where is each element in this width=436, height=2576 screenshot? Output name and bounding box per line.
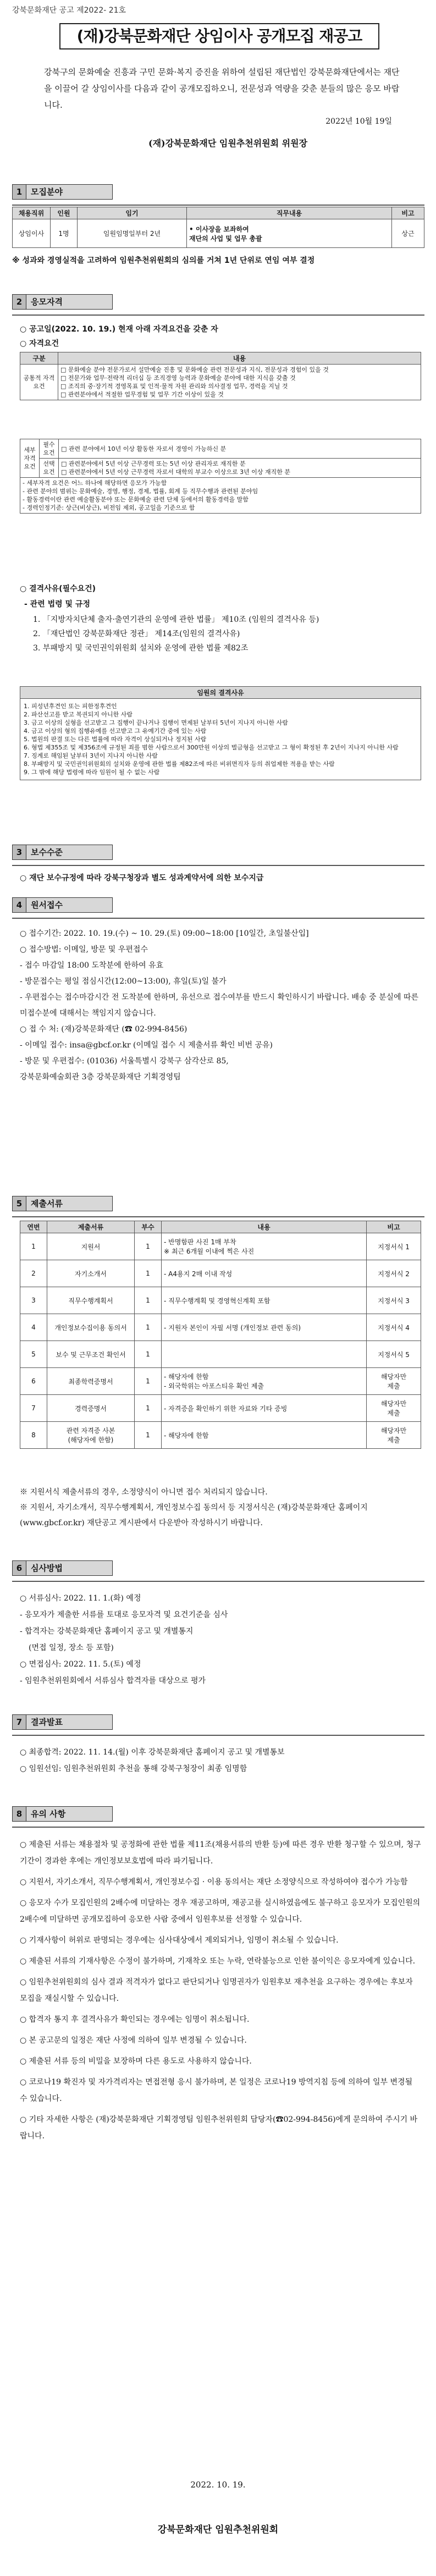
table-cell: 1: [135, 1368, 162, 1395]
list-item: 7. 징계로 해임된 날부터 3년이 지나지 아니한 사람: [24, 752, 158, 759]
list-item: ○ 제출된 서류는 채용절차 및 공정화에 관한 법률 제11조(채용서류의 반환 등)에 따른 경우 반환 청구할 수 있으며, 청구기간이 경과한 후에는 개인정보보호법에 따라 파기됩니다.: [20, 1840, 421, 1866]
table-cell: 지정서식 1: [367, 1233, 421, 1260]
table-cell: 지정서식 4: [367, 1314, 421, 1341]
list-item: 4. 금고 이상의 형의 집행유예를 선고받고 그 유예기간 중에 있는 사람: [24, 727, 207, 735]
table-cell: 7: [20, 1395, 47, 1422]
table-cell: 최종학력증명서: [47, 1368, 135, 1395]
table-cell: • 이사장을 보좌하여 재단의 사업 및 업무 총괄: [187, 219, 392, 248]
list-item: 8. 부패방지 및 국민권익위원회의 설치와 운영에 관한 법률 제82조에 따른 비위면직자 등의 취업제한 적용을 받는 사람: [24, 760, 335, 768]
disqualification-sub: - 관련 법령 및 규정: [24, 600, 90, 609]
list-item: 5. 법원의 판결 또는 다른 법률에 따라 자격이 상실되거나 정지된 사람: [24, 736, 207, 743]
list-item: □ 관련분야에서 적절한 업무경험 및 업무 기간 이상이 있을 것: [60, 391, 224, 398]
table-cell: 지정서식 5: [367, 1341, 421, 1368]
list-item: - 접수 마감일 18:00 도착분에 한하여 유효: [20, 961, 164, 970]
list-item: 9. 그 밖에 해당 법령에 따라 임원이 될 수 없는 사람: [24, 769, 160, 776]
list-item: ○ 본 공고문의 일정은 재단 사정에 의하여 일부 변경될 수 있습니다.: [20, 2036, 247, 2045]
list-item: ※ 지원서식 제출서류의 경우, 소정양식이 아니면 접수 처리되지 않습니다.: [20, 1488, 268, 1497]
disqualification-title: ○ 결격사유(필수요건): [20, 584, 96, 593]
table-header: 직무내용: [187, 207, 392, 219]
section-heading-cautions: 8 유의 사항: [12, 1806, 113, 1822]
list-item: 2. 「재단법인 강북문화재단 정관」 제14조(임원의 결격사유): [33, 630, 240, 638]
table-cell: 해당자만 제출: [367, 1422, 421, 1449]
table-cell: 8: [20, 1422, 47, 1449]
documents-notes: [20, 1485, 421, 1531]
table-header: 연번: [20, 1221, 47, 1233]
list-item: - 이메일 접수: insa@gbcf.or.kr (이메일 접수 시 제출서류 확인 비번 공유): [20, 1041, 273, 1050]
table-header: 비고: [392, 207, 424, 219]
table-cell: 3: [20, 1287, 47, 1314]
table-cell: 임원임명일부터 2년: [78, 219, 187, 248]
table-header: 임원의 결격사유: [20, 687, 421, 699]
table-cell: 6: [20, 1368, 47, 1395]
list-item: ○ 코로나19 확진자 및 자가격리자는 면접전형 응시 불가하며, 본 일정은 코로나19 방역지침 등에 의하여 일부 변경될 수 있습니다.: [20, 2078, 413, 2103]
list-item: - 임원추천위원회에서 서류심사 합격자를 대상으로 평가: [20, 1676, 206, 1685]
table-cell: 경력증명서: [47, 1395, 135, 1422]
table-cell: - 해당자에 한함: [162, 1422, 367, 1449]
table-cell: - A4용지 2매 이내 작성: [162, 1260, 367, 1287]
table-cell: 1: [135, 1314, 162, 1341]
results-list: [20, 1744, 421, 1777]
table-cell: 5: [20, 1341, 47, 1368]
pay-text: ○ 재단 보수규정에 따라 강북구청장과 별도 성과계약서에 의한 보수지급: [20, 874, 264, 882]
table-cell: 2: [20, 1260, 47, 1287]
list-item: □ 조직의 중·장기적 경영목표 및 인적·물적 자원 관리와 의사결정 업무, 경력을 지닐 것: [60, 383, 288, 390]
table-cell: 1: [20, 1233, 47, 1260]
issuing-organization: (재)강북문화재단 임원추천위원회 위원장: [148, 138, 308, 148]
table-cell: 지정서식 3: [367, 1287, 421, 1314]
table-row: [20, 1233, 421, 1260]
list-item: - 방문접수는 평일 점심시간(12:00~13:00), 휴일(토)일 불가: [20, 977, 227, 986]
list-item: □ 전문가와 업무·전략적 리더십 등 조직경영 능력과 문화예술 분야에 대한 지식을 갖출 것: [60, 374, 296, 382]
table-cell: 상임이사: [13, 219, 51, 248]
list-item: □ 문화예술 분야 전문가로서 설만예술 진흥 및 문화예술 관련 전문성과 지식, 전문성과 경험이 있을 것: [60, 366, 329, 373]
intro-paragraph: 강북구의 문화예술 진흥과 구민 문화·복지 증진을 위하여 설립된 재단법인 강북문화재단에서는 재단을 이끌어 갈 상임이사를 다음과 같이 공개모집하오니, 전문성과 역량을 갖춘 분들의 많은 응모 바랍니다.: [44, 67, 400, 110]
recruit-note: ※ 성과와 경영실적을 고려하여 임원추천위원회의 심의를 거쳐 1년 단위로 연임 여부 결정: [12, 256, 315, 265]
table-cell: - 해당자에 한함 - 외국학위는 아포스티유 확인 제출: [162, 1368, 367, 1395]
disqualification-table: [20, 686, 421, 780]
table-cell: 개인정보수집이용 동의서: [47, 1314, 135, 1341]
list-item: - 활동경력이란 관련 예술활동분야 또는 문화예술 관련 단체 등에서의 활동경력을 말함: [23, 496, 249, 503]
table-header: 인원: [51, 207, 78, 219]
list-item: ○ 지원서, 자기소개서, 직무수행계획서, 개인정보수집 · 이용 동의서는 재단 소정양식으로 작성하여야 접수가 가능함: [20, 1878, 408, 1887]
table-header: 구분: [20, 352, 58, 365]
list-item: ※ 지원서, 자기소개서, 직무수행계획서, 개인정보수집 동의서 등 지정서식은 (재)강북문화재단 홈페이지(www.gbcf.or.kr) 재단공고 게시판에서 다운받아 작성하시기 바랍니다.: [20, 1503, 368, 1527]
divider: [12, 1827, 424, 1828]
section-heading-eligibility: 2 응모자격: [12, 294, 113, 310]
divider: [12, 918, 424, 919]
recruit-table: [12, 207, 424, 248]
notice-number: 강북문화재단 공고 제2022- 21호: [12, 6, 126, 15]
table-cell: 지원서: [47, 1233, 135, 1260]
table-row: [20, 1260, 421, 1287]
list-item: 강북문화예술회관 3층 강북문화재단 기획경영팀: [20, 1073, 181, 1082]
common-requirements-table: [20, 352, 421, 400]
receipt-list: [20, 926, 421, 1085]
list-item: - 방문 및 우편접수: (01036) 서울특별시 강북구 삼각산로 85,: [20, 1057, 229, 1066]
table-cell: 선택요건: [40, 459, 59, 478]
list-item: ○ 면접심사: 2022. 11. 5.(토) 예정: [20, 1660, 141, 1669]
table-cell: - 지원자 본인이 자필 서명 (개인정보 관련 동의): [162, 1314, 367, 1341]
section-heading-receipt: 4 원서접수: [12, 897, 113, 913]
table-cell: 1: [135, 1260, 162, 1287]
list-item: ○ 기타 자세한 사항은 (재)강북문화재단 기획경영팀 임원추천위원회 담당자(☎02-994-8456)에게 문의하여 주시기 바랍니다.: [20, 2115, 418, 2141]
table-cell: 4: [20, 1314, 47, 1341]
list-item: □ 관련분야에서 5년 이상 근무경력 또는 5년 이상 관리자로 재직한 분: [61, 460, 246, 467]
cautions-list: [20, 1836, 421, 2149]
list-item: 3. 금고 이상의 실형을 선고받고 그 집행이 끝나거나 집행이 면제된 날부터 5년이 지나지 아니한 사람: [24, 719, 288, 726]
divider: [12, 1581, 424, 1582]
list-item: ○ 접수기간: 2022. 10. 19.(수) ~ 10. 29.(토) 09:00~18:00 [10일간, 초일불산입]: [20, 929, 309, 938]
section-heading-recruit: 1 모집분야: [12, 184, 113, 200]
page-title: (재)강북문화재단 상임이사 공개모집 재공고: [59, 23, 379, 49]
table-header: 내용: [58, 352, 421, 365]
section-heading-review: 6 심사방법: [12, 1560, 113, 1576]
table-cell: 해당자만 제출: [367, 1395, 421, 1422]
table-cell: - 반명함판 사진 1매 부착 ※ 최근 6개월 이내에 찍은 사진: [162, 1233, 367, 1260]
table-cell: □ 관련 분야에서 10년 이상 활동한 자로서 경영이 가능하신 분: [59, 439, 421, 459]
list-item: 1. 「지방자치단체 출자·출연기관의 운영에 관한 법률」 제10조 (임원의 결격사유 등): [33, 615, 319, 624]
list-item: - 우편접수는 접수마감시간 전 도착분에 한하며, 유선으로 접수여부를 반드시 확인하시기 바랍니다. 배송 중 분실에 따른 미접수분에 대해서는 책임지지 않습니다.: [20, 993, 419, 1018]
table-cell: 자기소개서: [47, 1260, 135, 1287]
table-cell: 1명: [51, 219, 78, 248]
table-cell: [162, 1341, 367, 1368]
table-row: [20, 1287, 421, 1314]
table-header: 제출서류: [47, 1221, 135, 1233]
divider: [12, 205, 424, 206]
table-cell: 상근: [392, 219, 424, 248]
table-cell: 1: [135, 1287, 162, 1314]
table-row: [20, 1314, 421, 1341]
table-cell: 1: [135, 1422, 162, 1449]
table-row: [20, 1395, 421, 1422]
table-header: 비고: [367, 1221, 421, 1233]
list-item: ○ 합격자 통지 후 결격사유가 확인되는 경우에는 임명이 취소됩니다.: [20, 2015, 250, 2024]
table-cell: 보수 및 근무조건 확인서: [47, 1341, 135, 1368]
divider: [12, 1735, 424, 1736]
table-cell: 지정서식 2: [367, 1260, 421, 1287]
list-item: 2. 파산선고를 받고 복권되지 아니한 사람: [24, 711, 133, 718]
eligibility-sub: ○ 자격요건: [20, 339, 59, 348]
table-cell: 해당자만 제출: [367, 1368, 421, 1395]
table-header: 내용: [162, 1221, 367, 1233]
list-item: ○ 임원추천위원회의 심사 결과 적격자가 없다고 판단되거나 임명권자가 임원후보 재추천을 요구하는 경우에는 후보자 모집을 재실시할 수 있습니다.: [20, 1978, 413, 2003]
section-heading-pay: 3 보수수준: [12, 845, 113, 860]
list-item: - 합격자는 강북문화재단 홈페이지 공고 및 개별통지: [20, 1627, 194, 1636]
list-item: - 경력인정기준: 상근(비상근), 비전임 제외, 공고일을 기준으로 함: [23, 504, 195, 511]
list-item: ○ 기재사항이 허위로 판명되는 경우에는 심사대상에서 제외되거나, 임명이 취소될 수 있습니다.: [20, 1936, 339, 1945]
table-header: 임기: [78, 207, 187, 219]
notice-date: 2022년 10월 19일: [325, 117, 392, 126]
table-cell: 필수요건: [40, 439, 59, 459]
table-row: [20, 1368, 421, 1395]
list-item: ○ 임원선임: 임원추천위원회 추천을 통해 강북구청장이 최종 임명함: [20, 1764, 247, 1773]
table-cell: 1: [135, 1233, 162, 1260]
eligibility-intro: ○ 공고일(2022. 10. 19.) 현재 아래 자격요건을 갖춘 자: [20, 325, 218, 334]
table-row: [20, 1422, 421, 1449]
list-item: ○ 서류심사: 2022. 11. 1.(화) 예정: [20, 1594, 141, 1603]
list-item: ○ 접수방법: 이메일, 방문 및 우편접수: [20, 945, 148, 954]
table-cell: 1: [135, 1341, 162, 1368]
divider: [12, 865, 424, 866]
divider: [12, 315, 424, 316]
list-item: - 관련 분야의 범위는 문화예술, 경영, 행정, 경제, 법률, 회계 등 직무수행과 관련된 분야임: [23, 488, 258, 495]
table-cell: 직무수행계획서: [47, 1287, 135, 1314]
list-item: - 세부자격 요건은 어느 하나에 해당하면 응모가 가능함: [23, 479, 167, 487]
review-list: [20, 1590, 421, 1689]
disqualification-laws: [33, 613, 418, 655]
documents-table: [20, 1221, 421, 1449]
footer-date: 2022. 10. 19.: [190, 2480, 246, 2490]
table-cell: 1: [135, 1395, 162, 1422]
list-item: 3. 부패방지 및 국민권익위원회 설치와 운영에 관한 법률 제82조: [33, 644, 249, 653]
table-cell: 세부자격요건: [20, 439, 40, 478]
list-item: - 응모자가 제출한 서류를 토대로 응모자격 및 요건기준을 심사: [20, 1610, 228, 1619]
list-item: ○ 응모자 수가 모집인원의 2배수에 미달하는 경우 재공고하며, 재공고를 실시하였음에도 불구하고 응모자가 모집인원의 2배수에 미달하면 공개모집하여 응모한 사람 중에서 임원후보를 선정할 수 있습니다.: [20, 1899, 421, 1924]
list-item: 1. 피성년후견인 또는 피한정후견인: [24, 703, 117, 710]
list-item: 6. 형법 제355조 및 제356조에 규정된 죄를 범한 사람으로서 300만원 이상의 벌금형을 선고받고 그 형이 확정된 후 2년이 지나지 아니한 사람: [24, 744, 399, 751]
table-cell: - 직무수행계획 및 경영혁신계획 포함: [162, 1287, 367, 1314]
list-item: ○ 접 수 처: (재)강북문화재단 (☎ 02-994-8456): [20, 1025, 187, 1034]
list-item: ○ 제출된 서류 등의 비밀을 보장하며 다른 용도로 사용하지 않습니다.: [20, 2057, 252, 2066]
list-item: ○ 제출된 서류의 기재사항은 수정이 불가하며, 기재착오 또는 누락, 연락불능으로 인한 불이익은 응모자에게 있습니다.: [20, 1957, 416, 1966]
table-header: 부수: [135, 1221, 162, 1233]
section-heading-documents: 5 제출서류: [12, 1196, 113, 1211]
table-cell: 관련 자격증 사본 (해당자에 한함): [47, 1422, 135, 1449]
section-heading-results: 7 결과발표: [12, 1714, 113, 1730]
footer-organization: 강북문화재단 임원추천위원회: [157, 2524, 279, 2535]
list-item: ○ 최종합격: 2022. 11. 14.(월) 이후 강북문화재단 홈페이지 공고 및 개별통보: [20, 1748, 285, 1757]
detail-requirements-table: [20, 439, 421, 514]
table-row: [20, 1341, 421, 1368]
table-header: 채용직위: [13, 207, 51, 219]
table-cell: - 자격증을 확인하기 위한 자료와 기타 증빙: [162, 1395, 367, 1422]
list-item: (면접 일정, 장소 등 포함): [29, 1643, 114, 1652]
table-cell: 공통적 자격요건: [20, 365, 58, 400]
divider: [12, 1216, 424, 1217]
list-item: □ 관련분야에서 5년 이상 근무경력 자로서 대학의 부교수 이상으로 3년 이상 재직한 분: [61, 468, 291, 476]
